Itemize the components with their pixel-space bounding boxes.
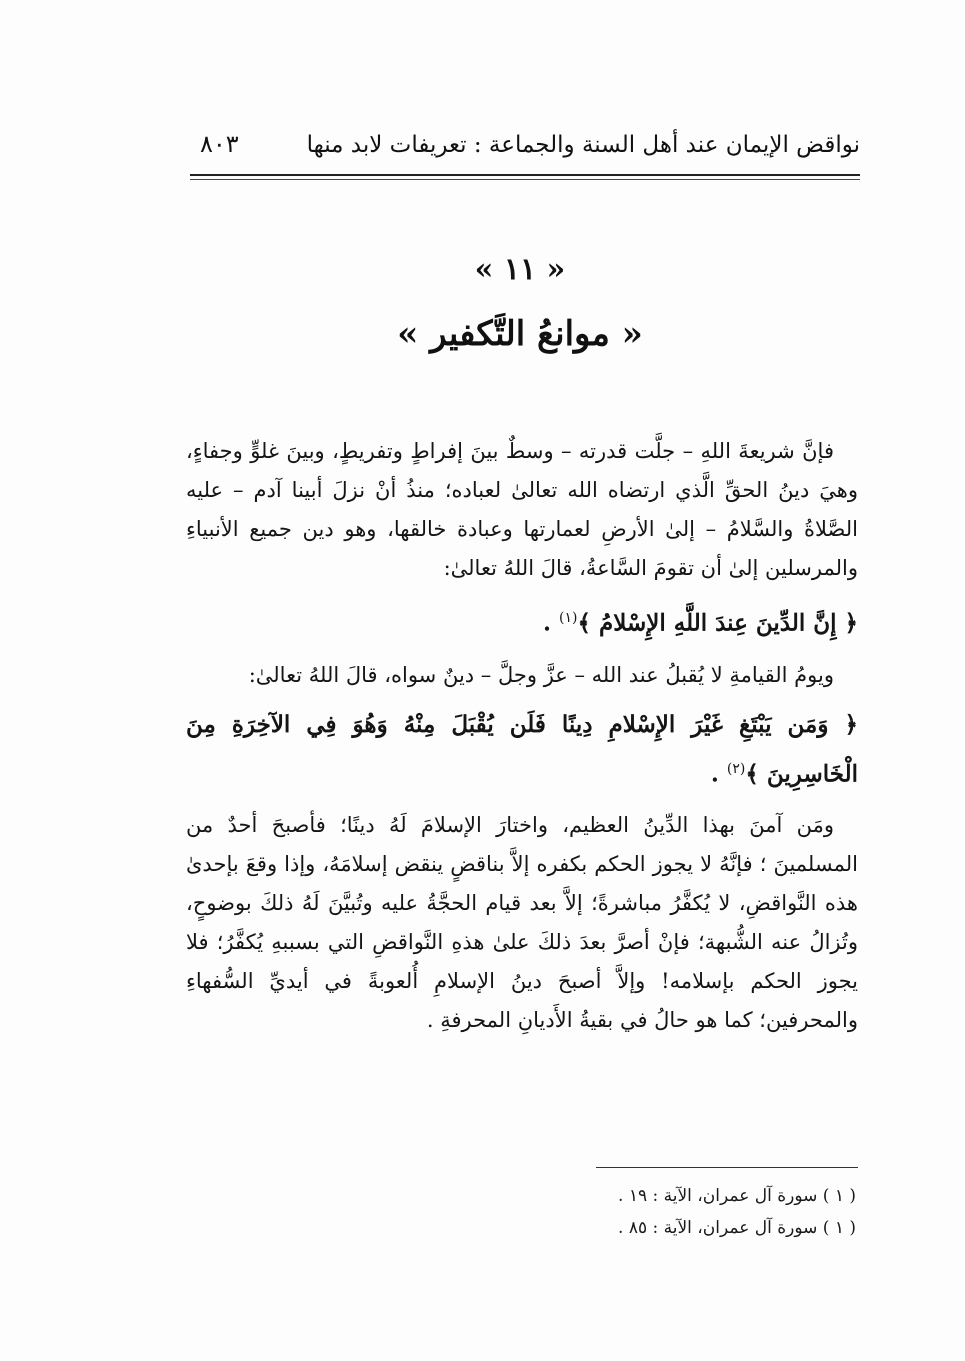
paragraph-3: ومَن آمنَ بهذا الدِّينُ العظيم، واختارَ الإسلامَ لَهُ دينًا؛ فأصبحَ أحدٌ من المسلمينَ ؛ فإنَّهُ لا يجوز الحكم بكفره إلاَّ بناقضٍ ينقض إسلامَهُ، وإذا وقعَ بإحدىٰ هذه النَّواقضِ، لا يُكفَّرُ مباشرةً؛ إلاَّ بعد قيام الحجَّةُ عليه وتُبيَّنَ لَهُ ذلكَ بوضوحٍ، وتُزالُ عنه الشُّبهة؛ فإنْ أصرَّ بعدَ ذلكَ علىٰ هذهِ النَّواقضِ التي بسببهِ يُكفَّرُ؛ فلا يجوز الحكم بإسلامه! وإلاَّ أصبحَ دينُ الإسلامِ أُلعوبةً في أيديِّ السُّفهاءِ والمحرفين؛ كما هو حالُ في بقيةُ الأَديانِ المحرفةِ .	[186, 813, 858, 1033]
paragraph-1: فإنَّ شريعةَ اللهِ – جلَّت قدرته – وسطٌ بينَ إفراطٍ وتفريطٍ، وبينَ غلوٍّ وجفاءٍ، وهيَ دينُ الحقِّ الَّذي ارتضاه الله تعالىٰ لعباده؛ منذُ أنْ نزلَ أبينا آدم – عليه الصَّلاةُ والسَّلامُ – إلىٰ الأرضِ لعمارتها وعبادة خالقها، وهو دين جميع الأنبياءِ والمرسلين إلىٰ أن تقومَ السَّاعةُ، قالَ اللهُ تعالىٰ:	[186, 439, 858, 580]
body-text	[186, 432, 858, 1040]
header-rule-thin	[190, 179, 860, 180]
verse-2-text: ﴿ وَمَن يَبْتَغِ غَيْرَ الإِسْلامِ دِينًا فَلَن يُقْبَلَ مِنْهُ وَهُوَ فِي الآخِرَةِ مِنَ الْخَاسِرِينَ ﴾	[186, 710, 858, 788]
page-number: ٨٠٣	[200, 130, 239, 158]
verse-2-footnote-ref: (٢)	[726, 760, 746, 777]
verse-2	[186, 703, 858, 797]
chapter-title: « موانعُ التَّكفير »	[397, 314, 643, 354]
verse-2-end: .	[710, 760, 727, 788]
chapter-number: « ١١ »	[474, 252, 566, 287]
footnotes	[400, 1180, 856, 1244]
verse-1	[186, 596, 858, 646]
running-title: نواقض الإيمان عند أهل السنة والجماعة : تعريفات لابد منها	[306, 132, 860, 158]
header-rule	[190, 174, 860, 176]
footnote-separator	[596, 1167, 858, 1168]
verse-1-end: .	[543, 609, 560, 637]
page-header	[190, 128, 860, 178]
verse-1-text: ﴿ إِنَّ الدِّينَ عِندَ اللَّهِ الإِسْلامُ ﴾	[577, 609, 858, 637]
footnote-2: ( ١ ) سورة آل عمران، الآية : ٨٥ .	[618, 1218, 856, 1238]
footnote-1: ( ١ ) سورة آل عمران، الآية : ١٩ .	[618, 1186, 856, 1206]
paragraph-2: ويومُ القيامةِ لا يُقبلُ عند الله – عزَّ وجلَّ – دينٌ سواه، قالَ اللهُ تعالىٰ:	[248, 662, 834, 687]
verse-1-footnote-ref: (١)	[559, 610, 578, 626]
